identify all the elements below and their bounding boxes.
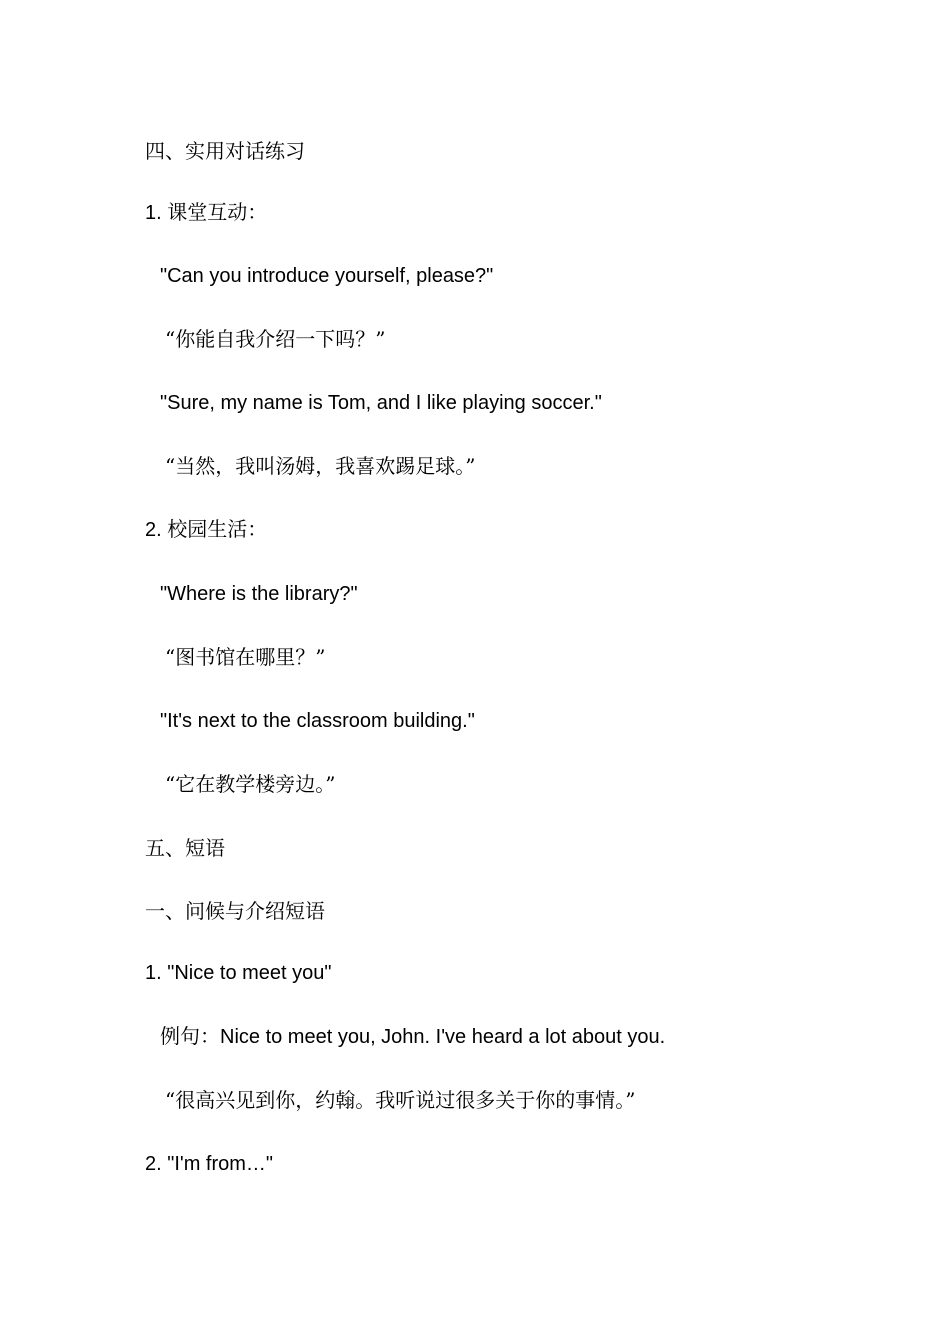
phrase-item: 1. "Nice to meet you" — [145, 962, 332, 984]
example-sentence: 例句：Nice to meet you, John. I've heard a lot about you. — [160, 1026, 666, 1048]
section-heading-phrases: 五、短语 — [145, 836, 225, 860]
dialogue-line-english: "It's next to the classroom building." — [160, 710, 475, 732]
subheading-greeting-phrases: 一、问候与介绍短语 — [145, 899, 325, 923]
section-heading-dialogue-practice: 四、实用对话练习 — [145, 139, 305, 163]
subheading-classroom-interaction: 1. 课堂互动： — [145, 202, 268, 224]
dialogue-line-english: "Sure, my name is Tom, and I like playing soccer." — [160, 392, 602, 414]
dialogue-line-chinese: “当然，我叫汤姆，我喜欢踢足球。” — [165, 454, 476, 478]
dialogue-line-english: "Can you introduce yourself, please?" — [160, 265, 494, 287]
example-translation: “很高兴见到你，约翰。我听说过很多关于你的事情。” — [165, 1088, 636, 1112]
phrase-item: 2. "I'm from…" — [145, 1153, 274, 1175]
dialogue-line-english: "Where is the library?" — [160, 583, 358, 605]
subheading-campus-life: 2. 校园生活： — [145, 519, 268, 541]
dialogue-line-chinese: “图书馆在哪里？” — [165, 645, 326, 669]
dialogue-line-chinese: “你能自我介绍一下吗？” — [165, 327, 386, 351]
dialogue-line-chinese: “它在教学楼旁边。” — [165, 772, 336, 796]
